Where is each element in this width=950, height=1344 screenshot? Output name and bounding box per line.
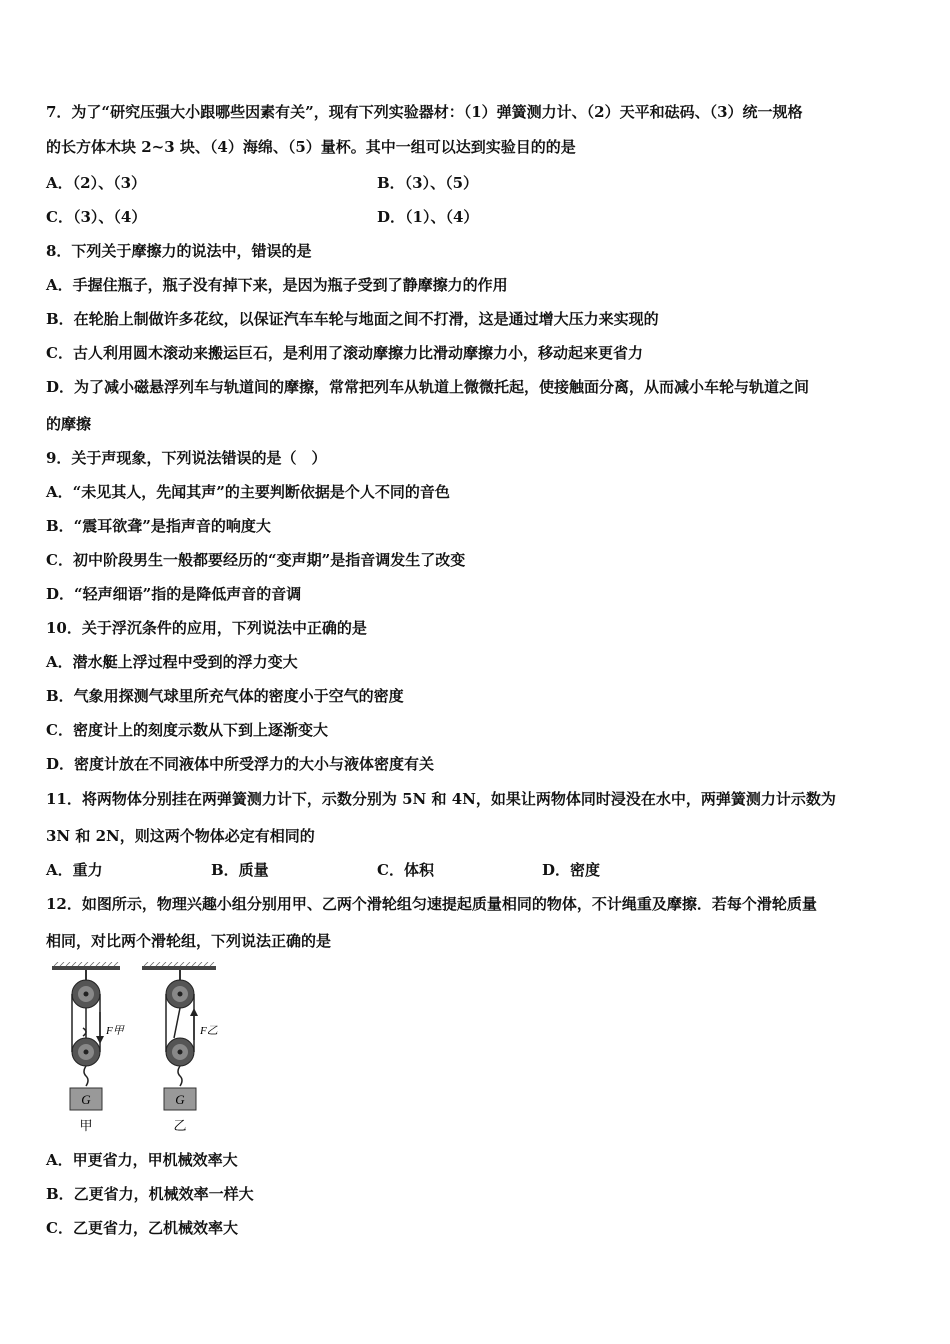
q11-stem-line2: 3N 和 2N，则这两个物体必定有相同的 [46, 827, 315, 845]
q9-option-d: D．“轻声细语”指的是降低声音的音调 [46, 585, 302, 603]
q8-stem: 8．下列关于摩擦力的说法中，错误的是 [46, 242, 312, 260]
q7-option-c: C．（3）、（4） [46, 208, 147, 226]
right-force-arrow [190, 1008, 198, 1040]
q12-stem-line1: 12．如图所示，物理兴趣小组分别用甲、乙两个滑轮组匀速提起质量相同的物体，不计绳重及摩擦．若每个滑轮质量 [46, 895, 817, 913]
q7-stem-line2: 的长方体木块 2~3 块、（4）海绵、（5）量杯。其中一组可以达到实验目的的是 [46, 138, 576, 156]
q8-option-d: D．为了减小磁悬浮列车与轨道间的摩擦，常常把列车从轨道上微微托起，使接触面分离，从而减小车轮与轨道之间 [46, 378, 810, 396]
q12-option-c: C．乙更省力，乙机械效率大 [46, 1219, 238, 1237]
q9-stem: 9．关于声现象，下列说法错误的是（ ） [46, 449, 327, 467]
right-fixed-pulley [166, 970, 194, 1008]
left-force-arrow [96, 1012, 104, 1044]
q9-option-a: A．“未见其人，先闻其声”的主要判断依据是个人不同的音色 [46, 483, 450, 501]
right-figure-caption: 乙 [173, 1119, 187, 1134]
q11-option-a: A．重力 [46, 861, 103, 879]
q10-option-d: D．密度计放在不同液体中所受浮力的大小与液体密度有关 [46, 755, 435, 773]
q7-stem-line1: 7．为了“研究压强大小跟哪些因素有关”，现有下列实验器材：（1）弹簧测力计、（2）天平和砝码、（3）统一规格 [46, 103, 803, 121]
q10-option-b: B．气象用探测气球里所充气体的密度小于空气的密度 [46, 687, 404, 705]
q10-stem: 10．关于浮沉条件的应用，下列说法中正确的是 [46, 619, 367, 637]
q12-option-b: B．乙更省力，机械效率一样大 [46, 1185, 254, 1203]
q8-option-b: B．在轮胎上制做许多花纹，以保证汽车车轮与地面之间不打滑，这是通过增大压力来实现的 [46, 310, 659, 328]
right-weight-label: G [175, 1092, 185, 1107]
q10-option-a: A．潜水艇上浮过程中受到的浮力变大 [46, 653, 298, 671]
q7-option-a: A．（2）、（3） [46, 174, 147, 192]
left-weight-label: G [81, 1092, 91, 1107]
q9-option-b: B．“震耳欲聋”是指声音的响度大 [46, 517, 271, 535]
ceiling-right [142, 962, 216, 970]
left-fixed-pulley [72, 970, 100, 1008]
q9-option-c: C．初中阶段男生一般都要经历的“变声期”是指音调发生了改变 [46, 551, 466, 569]
q8-option-d-cont: 的摩擦 [46, 415, 92, 433]
ceiling-left [52, 962, 120, 970]
q8-option-c: C．古人利用圆木滚动来搬运巨石，是利用了滚动摩擦力比滑动摩擦力小，移动起来更省力 [46, 344, 643, 362]
q7-option-d: D．（1）、（4） [377, 208, 479, 226]
q11-stem-line1: 11．将两物体分别挂在两弹簧测力计下，示数分别为 5N 和 4N，如果让两物体同时浸没在水中，两弹簧测力计示数为 [46, 790, 836, 808]
q10-option-c: C．密度计上的刻度示数从下到上逐渐变大 [46, 721, 328, 739]
q12-stem-line2: 相同，对比两个滑轮组，下列说法正确的是 [46, 932, 332, 950]
q8-option-a: A．手握住瓶子，瓶子没有掉下来，是因为瓶子受到了静摩擦力的作用 [46, 276, 508, 294]
left-figure-caption: 甲 [79, 1119, 93, 1134]
pulley-figure [46, 962, 236, 1142]
right-force-label: F乙 [200, 1025, 218, 1037]
q11-option-c: C．体积 [377, 861, 434, 879]
q11-option-d: D．密度 [542, 861, 601, 879]
q11-option-b: B．质量 [211, 861, 269, 879]
right-movable-pulley [166, 1038, 194, 1066]
left-force-label: F甲 [106, 1025, 124, 1037]
q7-option-b: B．（3）、（5） [377, 174, 479, 192]
q12-option-a: A．甲更省力，甲机械效率大 [46, 1151, 238, 1169]
